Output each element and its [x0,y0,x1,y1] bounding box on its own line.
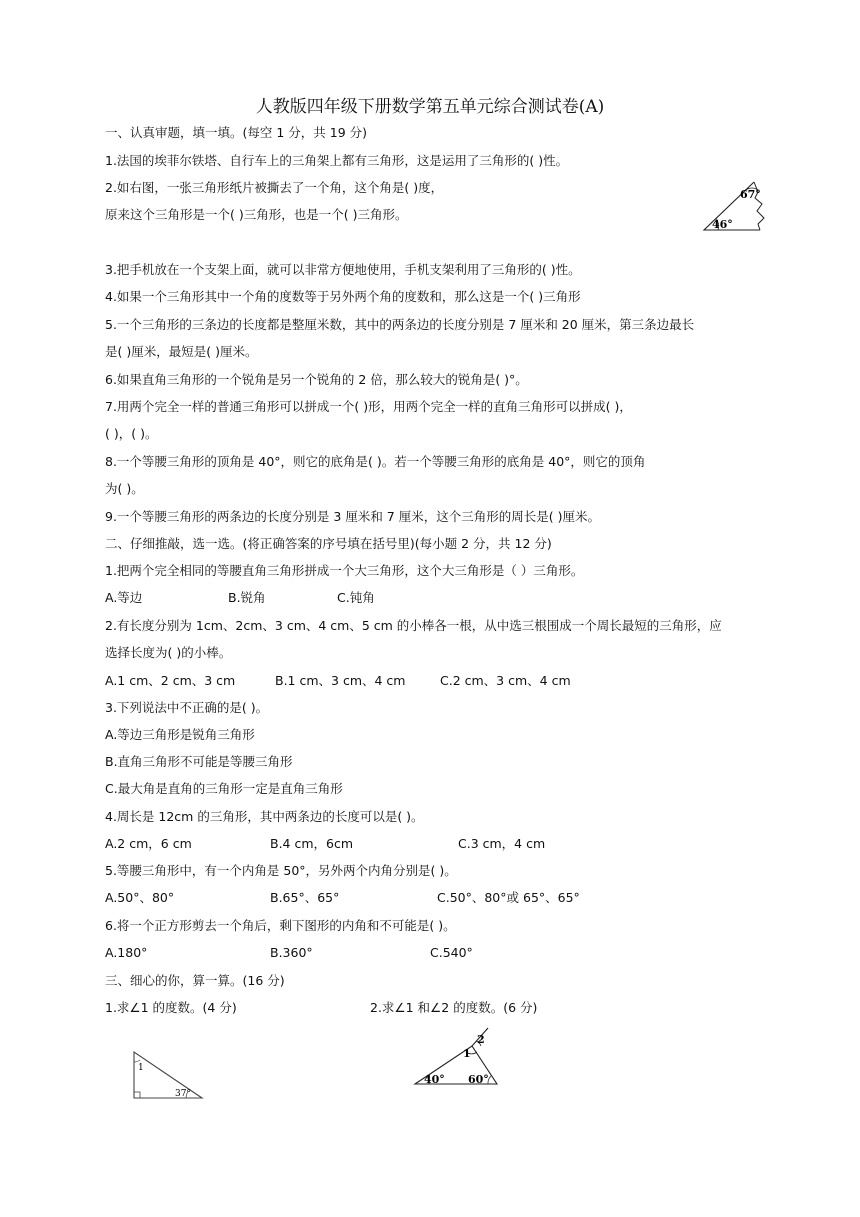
s1-question-8-line-2: 为( )。 [105,481,144,496]
s1-question-9: 9.一个等腰三角形的两条边的长度分别是 3 厘米和 7 厘米，这个三角形的周长是( )厘米。 [105,509,600,524]
section-3-heading: 三、细心的你，算一算。(16 分) [105,973,285,988]
s2-q4-option-c: C.3 cm，4 cm [458,836,546,851]
s2-question-3: 3.下列说法中不正确的是( )。 [105,700,269,715]
right-triangle-angle-37: 37° [175,1089,191,1099]
extended-triangle-angle-2-label: 2 [477,1033,485,1046]
s1-question-4: 4.如果一个三角形其中一个角的度数等于另外两个角的度数和，那么这是一个( )三角形 [105,289,581,304]
s1-question-7-line-2: ( )，( )。 [105,426,158,441]
s2-q1-option-c: C.钝角 [337,590,375,605]
torn-triangle-angle-46: 46° [712,218,733,231]
s1-question-2-line-2: 原来这个三角形是一个( )三角形，也是一个( )三角形。 [105,207,408,222]
s2-question-2-line-1: 2.有长度分别为 1cm、2cm、3 cm、4 cm、5 cm 的小棒各一根，从中选三根围成一个周长最短的三角形，应 [105,618,722,633]
s2-q4-option-a: A.2 cm，6 cm [105,836,192,851]
torn-triangle-figure [700,178,772,234]
section-1-heading: 一、认真审题，填一填。(每空 1 分，共 19 分) [105,125,368,140]
s2-q5-option-c: C.50°、80°或 65°、65° [437,890,580,905]
s2-q2-option-c: C.2 cm、3 cm、4 cm [440,673,571,688]
s2-q3-option-a: A.等边三角形是锐角三角形 [105,727,255,742]
torn-triangle-angle-67: 67° [740,188,761,201]
s2-q2-option-b: B.1 cm、3 cm、4 cm [275,673,406,688]
section-2-heading: 二、仔细推敲，选一选。(将正确答案的序号填在括号里)(每小题 2 分，共 12 分) [105,536,552,551]
s2-q1-option-b: B.锐角 [228,590,266,605]
s2-q3-option-c: C.最大角是直角的三角形一定是直角三角形 [105,781,343,796]
s1-question-7-line-1: 7.用两个完全一样的普通三角形可以拼成一个( )形，用两个完全一样的直角三角形可以拼成( )， [105,399,632,414]
s2-question-2-line-2: 选择长度为( )的小棒。 [105,645,232,660]
s3-question-2: 2.求∠1 和∠2 的度数。(6 分) [370,1000,538,1015]
s1-question-5-line-1: 5.一个三角形的三条边的长度都是整厘米数，其中的两条边的长度分别是 7 厘米和 20 厘米，第三条边最长 [105,317,695,332]
right-triangle-figure [128,1048,208,1102]
s2-question-5: 5.等腰三角形中，有一个内角是 50°，另外两个内角分别是( )。 [105,863,457,878]
s2-q6-option-c: C.540° [430,945,473,960]
extended-triangle-angle-40: 40° [424,1073,445,1086]
extended-triangle-figure [410,1024,502,1088]
s2-q3-option-b: B.直角三角形不可能是等腰三角形 [105,754,293,769]
s2-question-1: 1.把两个完全相同的等腰直角三角形拼成一个大三角形，这个大三角形是（ ）三角形。 [105,563,584,578]
extended-triangle-angle-60: 60° [468,1073,489,1086]
s1-question-2-line-1: 2.如右图，一张三角形纸片被撕去了一个角，这个角是( )度， [105,180,444,195]
s2-q5-option-a: A.50°、80° [105,890,175,905]
s1-question-6: 6.如果直角三角形的一个锐角是另一个锐角的 2 倍，那么较大的锐角是( )°。 [105,372,528,387]
s2-q4-option-b: B.4 cm，6cm [270,836,354,851]
right-triangle-angle-1-label: 1 [138,1063,144,1073]
s2-q5-option-b: B.65°、65° [270,890,340,905]
s3-question-1: 1.求∠1 的度数。(4 分) [105,1000,237,1015]
s1-question-3: 3.把手机放在一个支架上面，就可以非常方便地使用，手机支架利用了三角形的( )性。 [105,262,581,277]
s2-question-4: 4.周长是 12cm 的三角形，其中两条边的长度可以是( )。 [105,809,424,824]
s1-question-1: 1.法国的埃菲尔铁塔、自行车上的三角架上都有三角形，这是运用了三角形的( )性。 [105,153,569,168]
s2-question-6: 6.将一个正方形剪去一个角后，剩下图形的内角和不可能是( )。 [105,918,456,933]
s2-q6-option-a: A.180° [105,945,148,960]
s1-question-5-line-2: 是( )厘米，最短是( )厘米。 [105,344,258,359]
extended-triangle-angle-1-label: 1 [463,1047,471,1060]
page-title: 人教版四年级下册数学第五单元综合测试卷(A) [255,97,605,117]
s2-q6-option-b: B.360° [270,945,313,960]
s2-q2-option-a: A.1 cm、2 cm、3 cm [105,673,236,688]
s1-question-8-line-1: 8.一个等腰三角形的顶角是 40°，则它的底角是( )。若一个等腰三角形的底角是 40°，则它的顶角 [105,454,646,469]
s2-q1-option-a: A.等边 [105,590,143,605]
